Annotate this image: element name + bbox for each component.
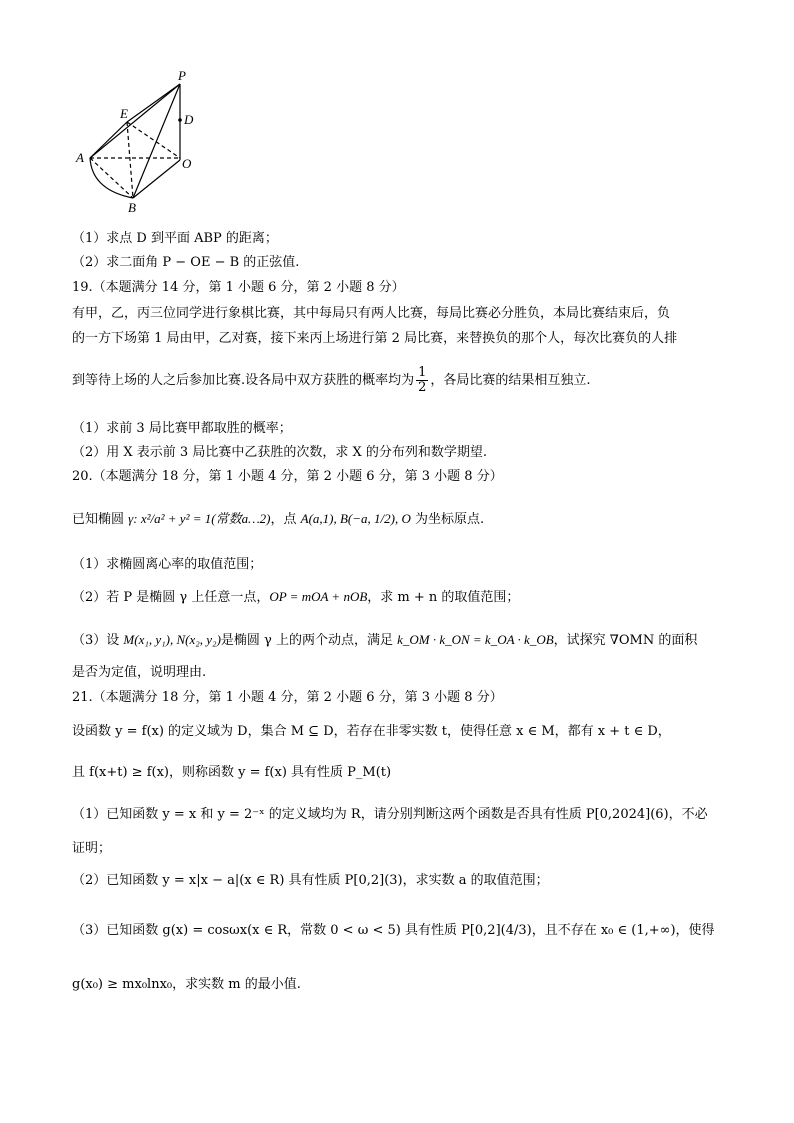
q20-points-MN: M(x₁, y₁), N(x₂, y₂) (123, 632, 221, 647)
q19-body-line3 (72, 366, 591, 395)
q20-slope-condition: k_OM · k_ON = k_OA · k_OB (397, 632, 554, 647)
q20-stem-b: ，点 (270, 512, 297, 527)
label-E: E (120, 106, 128, 121)
q20-points: A(a,1), B(−a, 1/2), O (300, 511, 411, 526)
edge-EO (127, 122, 180, 158)
edge-AE (90, 122, 127, 158)
q21-part3-cont: g(x₀) ≥ mx₀lnx₀，求实数 m 的最小值. (72, 977, 301, 992)
q21-part1: （1）已知函数 y = x 和 y = 2⁻ˣ 的定义域均为 R，请分别判断这两个函数是否具有性质 P[0,2024](6)，不必 (72, 807, 708, 822)
q19-fraction (416, 366, 428, 395)
q20-part2 (72, 588, 519, 607)
q20-header: 20.（本题满分 18 分，第 1 小题 4 分，第 2 小题 6 分，第 3 小题 8 分） (72, 469, 503, 484)
q20-vector-equation: OP = mOA + nOB (269, 589, 368, 604)
q19-part1: （1）求前 3 局比赛甲都取胜的概率； (72, 421, 292, 436)
label-O: O (182, 156, 192, 171)
q21-part2: （2）已知函数 y = x|x − a|(x ∈ R) 具有性质 P[0,2](3)，求实数 a 的取值范围； (72, 873, 549, 888)
q20-stem (72, 510, 484, 529)
q20-ellipse-equation: γ: x²/a² + y² = 1(常数a…2) (128, 511, 271, 526)
q21-header: 21.（本题满分 18 分，第 1 小题 4 分，第 2 小题 6 分，第 3 小题 8 分） (72, 690, 503, 705)
q21-stem-line2: 且 f(x+t) ≥ f(x)，则称函数 y = f(x) 具有性质 P_M(t) (72, 765, 392, 780)
label-D: D (184, 112, 194, 127)
q20-p3-text-b: 是椭圆 γ 上的两个动点，满足 (220, 633, 393, 648)
q19-body3-text-b: ，各局比赛的结果相互独立. (430, 373, 591, 388)
q19-frac-den: 2 (418, 380, 427, 395)
q21-part1-cont: 证明； (72, 841, 112, 856)
edge-AP (90, 84, 180, 158)
q20-p2-text-a: （2）若 P 是椭圆 γ 上任意一点， (72, 590, 270, 605)
label-A: A (76, 150, 84, 165)
q20-part3 (72, 631, 697, 650)
q19-part2: （2）用 X 表示前 3 局比赛中乙获胜的次数，求 X 的分布列和数学期望. (72, 445, 487, 460)
pyramid-diagram (70, 70, 210, 215)
point-D (178, 118, 182, 122)
q20-stem-c: 为坐标原点. (415, 512, 485, 527)
geometry-figure (70, 70, 210, 215)
q21-stem-line1: 设函数 y = f(x) 的定义域为 D，集合 M ⊆ D，若存在非零实数 t，使得任意 x ∈ M，都有 x + t ∈ D， (72, 724, 671, 739)
label-B: B (128, 200, 136, 215)
q18-part1: （1）求点 D 到平面 ABP 的距离； (72, 231, 278, 246)
q21-part3: （3）已知函数 g(x) = cosωx(x ∈ R，常数 0 < ω < 5) 具有性质 P[0,2](4/3)，且不存在 x₀ ∈ (1,+∞)，使得 (72, 923, 715, 938)
q20-stem-a: 已知椭圆 (72, 512, 125, 527)
q19-body-line1: 有甲，乙，丙三位同学进行象棋比赛，其中每局只有两人比赛，每局比赛必分胜负，本局比赛结束后，负 (72, 306, 671, 321)
q19-frac-num: 1 (418, 365, 427, 380)
q20-p3-text-c: ，试探究 ∇OMN 的面积 (553, 633, 698, 648)
edge-EB (127, 122, 133, 198)
q19-body3-text-a: 到等待上场的人之后参加比赛.设各局中双方获胜的概率均为 (72, 373, 415, 388)
q19-header: 19.（本题满分 14 分，第 1 小题 6 分，第 2 小题 8 分） (72, 280, 405, 295)
label-P: P (178, 70, 186, 83)
q18-part2: （2）求二面角 P − OE − B 的正弦值. (72, 255, 300, 270)
q19-body-line2: 的一方下场第 1 局由甲，乙对赛，接下来丙上场进行第 2 局比赛，来替换负的那个人，每次比赛负的人排 (72, 331, 678, 346)
q20-part1: （1）求椭圆离心率的取值范围； (72, 557, 263, 572)
edge-BO (133, 160, 180, 198)
q20-p3-text-a: （3）设 (72, 633, 120, 648)
q20-p2-text-b: ，求 m + n 的取值范围； (367, 590, 520, 605)
q20-part3-cont: 是否为定值，说明理由. (72, 665, 207, 680)
